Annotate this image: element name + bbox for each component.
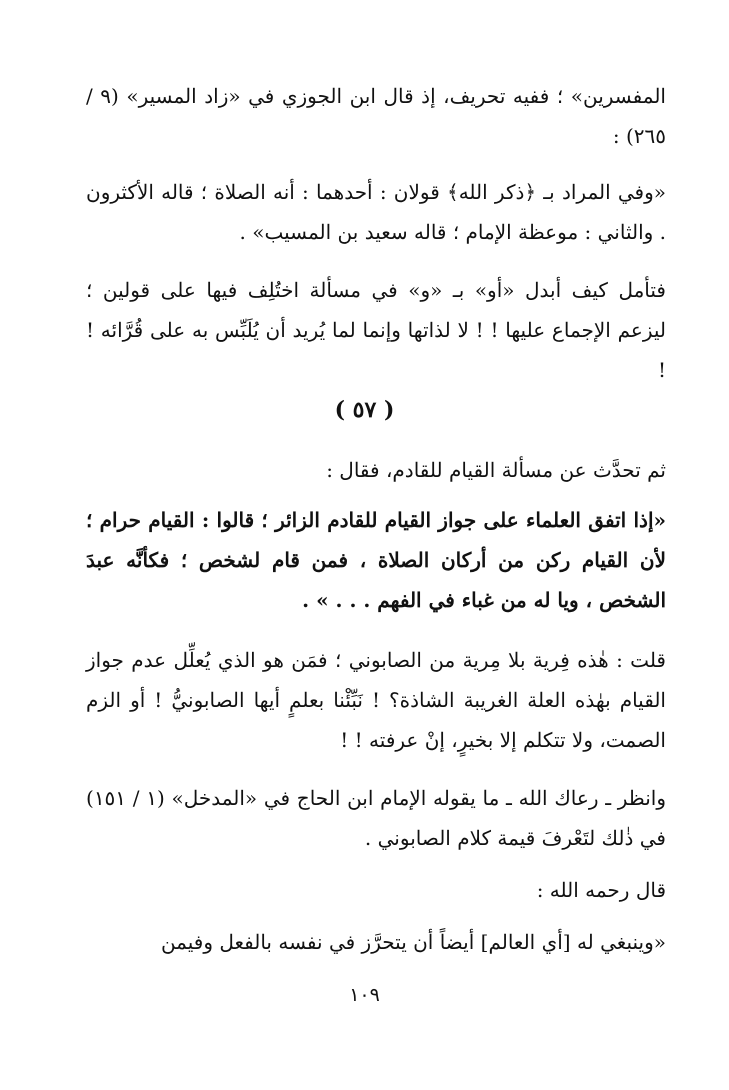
paragraph-quotation-start: «وينبغي له [أي العالم] أيضاً أن يتحرَّز في نفسه بالفعل وفيمن (160, 930, 666, 954)
paragraph-reference-madkhal: وانظر ـ رعاك الله ـ ما يقوله الإمام ابن الحاج في «المدخل» (١ / ١٥١) في ذٰلك لتَعْرفَ قيمة كلام الصابوني . (86, 786, 666, 850)
paragraph-quotation-ibn-aljawzi: «وفي المراد بـ ﴿ذكر الله﴾ قولان : أحدهما : أنه الصلاة ؛ قاله الأكثرون . والثاني : موعظة الإمام ؛ قاله سعيد بن المسيب» . (86, 180, 666, 244)
page-number: ١٠٩ (349, 984, 380, 1006)
paragraph-attribution: قال رحمه الله : (536, 878, 666, 902)
paragraph-intro-qiyam: ثم تحدَّث عن مسألة القيام للقادم، فقال : (326, 458, 666, 482)
paragraph-bold-quotation: «إذا اتفق العلماء على جواز القيام للقادم الزائر ؛ قالوا : القيام حرام ؛ لأن القيام ركن من أركان الصلاة ، فمن قام لشخص ؛ فكأنَّه عبدَ الشخص ، ويا له من غباء في الفهم . . . » . (86, 508, 666, 612)
paragraph-tafsir-citation: المفسرين» ؛ ففيه تحريف، إذ قال ابن الجوزي في «زاد المسير» (٩ / ٢٦٥) : (86, 84, 666, 148)
paragraph-commentary: فتأمل كيف أبدل «أو» بـ «و» في مسألة اختُلِف فيها على قولين ؛ ليزعم الإجماع عليها ! ! لا لذاتها وإنما لما يُريد أن يُلَبِّس به على قُرَّائه ! ! (86, 278, 666, 382)
paragraph-response: قلت : هٰذه فِرية بلا مِرية من الصابوني ؛ فمَن هو الذي يُعلِّل عدم جواز القيام بهٰذه العلة الغريبة الشاذة؟ ! نَبِّئْنا بعلمٍ أيها الصابونيُّ ! أو الزم الصمت، ولا تتكلم إلا بخيرٍ، إنْ عرفته ! ! (86, 648, 666, 752)
section-heading: ( ٥٧ ) (334, 397, 395, 423)
